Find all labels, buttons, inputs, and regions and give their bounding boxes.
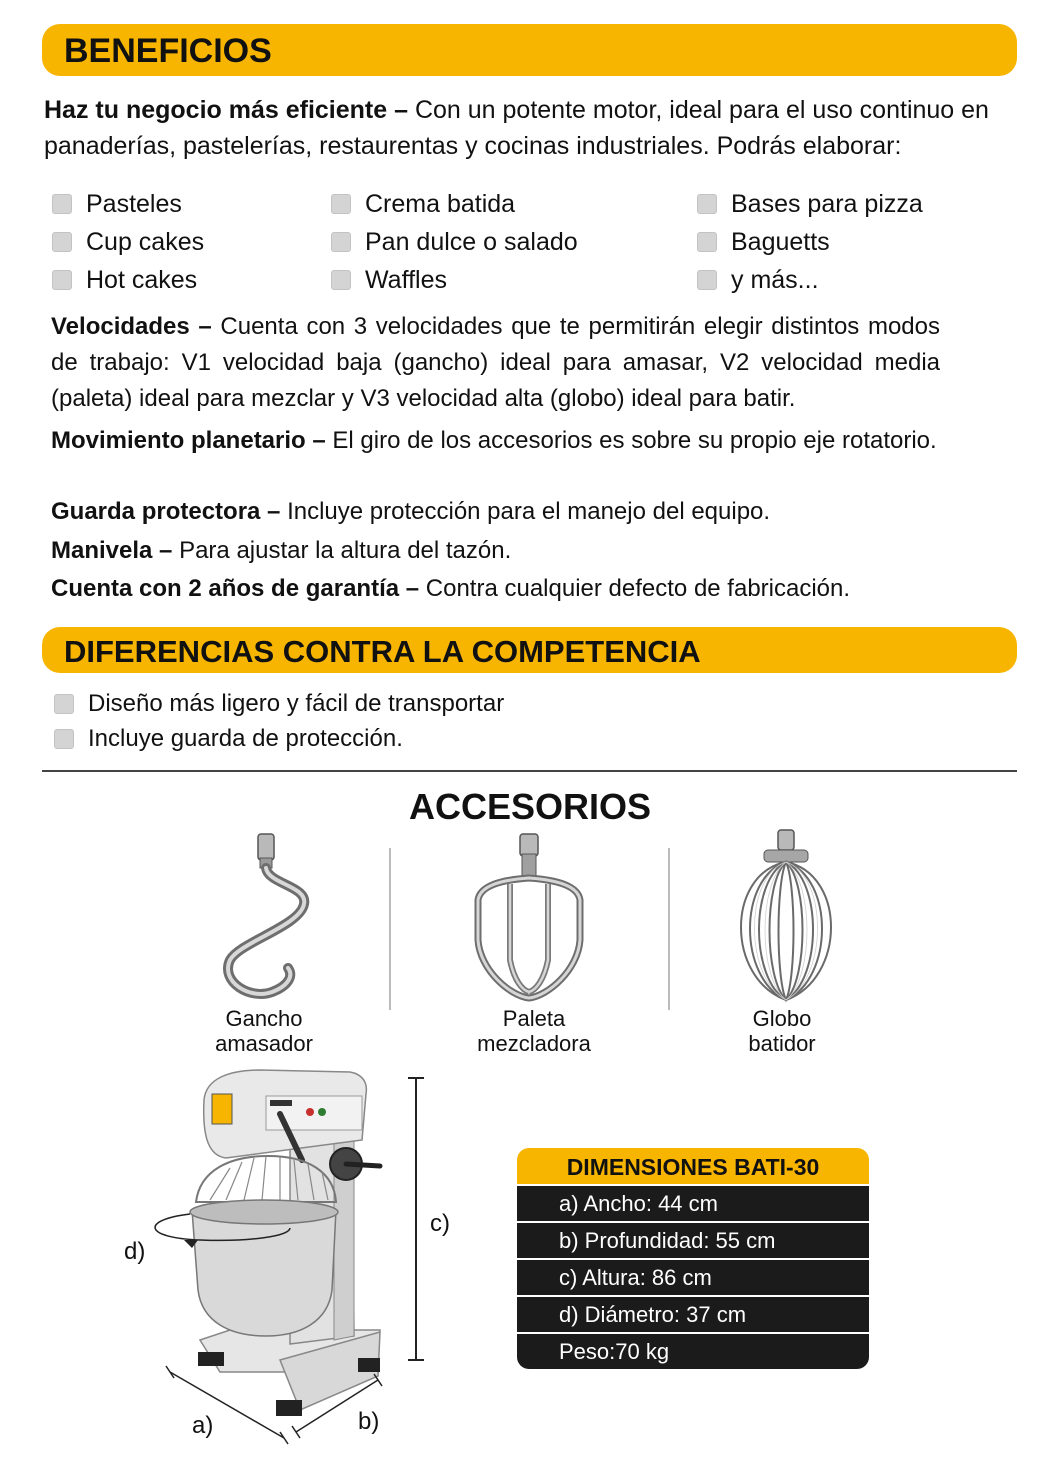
beneficios-intro [44,92,1019,164]
feature-movimiento: Movimiento planetario – El giro de los accesorios es sobre su propio eje rotatorio. [51,427,937,454]
accesorio-label-gancho: Gancho amasador [215,1006,313,1056]
checkbox-icon [52,194,72,214]
table-row: b) Profundidad: 55 cm [517,1223,869,1258]
checkbox-icon [331,270,351,290]
section-divider [42,770,1017,772]
table-row: Peso:70 kg [517,1334,869,1369]
diferencias-title: DIFERENCIAS CONTRA LA COMPETENCIA [64,634,701,669]
table-row: d) Diámetro: 37 cm [517,1297,869,1332]
dim-label-d: d) [124,1238,146,1265]
dimensiones-title: DIMENSIONES BATI-30 [517,1148,869,1184]
table-row: a) Ancho: 44 cm [517,1186,869,1221]
accesorios-title: ACCESORIOS [408,786,652,827]
vertical-divider [389,848,391,1010]
dimensiones-table [517,1148,869,1369]
checkbox-icon [331,194,351,214]
table-row: c) Altura: 86 cm [517,1260,869,1295]
checkbox-icon [54,694,74,714]
dim-label-c: c) [430,1210,450,1237]
flat-beater-icon [470,830,590,1004]
feature-velocidades: Velocidades – Cuenta con 3 velocidades que te permitirán elegir distintos modos de trabajo: V1 velocidad baja (gancho) ideal para amasar, V2 velocidad media (paleta) ideal para mezclar y V3 velocidad alta (globo) ideal para batir. [51,313,940,412]
checkbox-icon [697,232,717,252]
checkbox-icon [52,270,72,290]
diferencias-banner [42,627,1017,673]
feature-manivela: Manivela – Para ajustar la altura del tazón. [51,537,512,564]
dim-label-b: b) [358,1408,380,1435]
mixer-illustration [140,1060,470,1460]
checkbox-icon [697,270,717,290]
vertical-divider [668,848,670,1010]
intro-bold: Haz tu negocio más eficiente – [44,96,408,124]
beneficios-title: BENEFICIOS [64,32,272,70]
feature-guarda: Guarda protectora – Incluye protección para el manejo del equipo. [51,498,771,525]
dim-label-a: a) [192,1412,214,1439]
accesorio-label-paleta: Paleta mezcladora [477,1006,591,1056]
wire-whisk-icon [730,828,842,1004]
dough-hook-icon [210,830,320,1002]
feature-garantia: Cuenta con 2 años de garantía – Contra cualquier defecto de fabricación. [51,575,851,602]
checkbox-icon [52,232,72,252]
beneficios-banner [42,24,1017,76]
checkbox-icon [54,729,74,749]
checkbox-icon [697,194,717,214]
checkbox-icon [331,232,351,252]
intro-text: Con un potente motor, ideal para el uso continuo en panaderías, pastelerías, restaurentas y cocinas industriales. Podrás elaborar: [44,96,989,160]
accesorio-label-globo: Globo batidor [748,1006,816,1056]
